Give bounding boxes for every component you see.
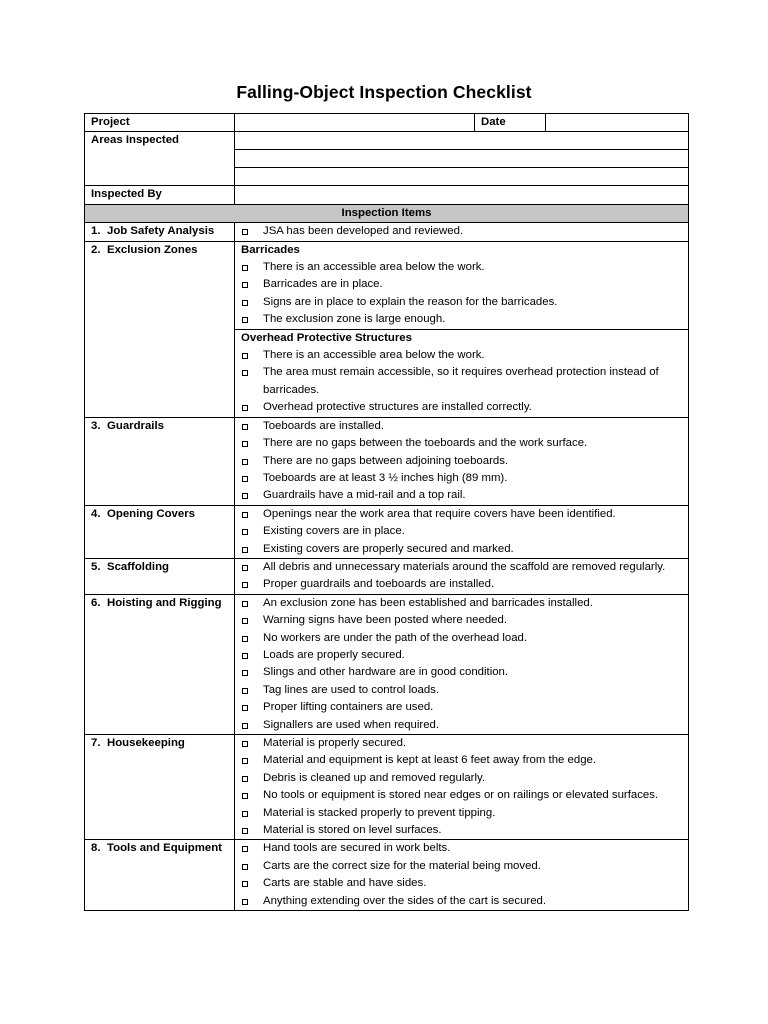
- checklist-item[interactable]: Material and equipment is kept at least 6 feet away from the edge.: [241, 752, 682, 769]
- section-row: [85, 558, 689, 594]
- checklist-item[interactable]: Carts are stable and have sides.: [241, 875, 682, 892]
- section-row: [85, 735, 689, 840]
- section-number: 3.: [91, 419, 101, 432]
- section-number: 2.: [91, 243, 101, 256]
- section-label: [85, 594, 235, 734]
- section-label: [85, 223, 235, 241]
- checklist-item[interactable]: Proper guardrails and toeboards are installed.: [241, 576, 682, 593]
- section-number: 1.: [91, 225, 101, 238]
- checklist-item[interactable]: Guardrails have a mid-rail and a top rail.: [241, 487, 682, 504]
- checklist-item[interactable]: No workers are under the path of the overhead load.: [241, 630, 682, 647]
- section-number: 6.: [91, 596, 101, 609]
- section-number: 5.: [91, 560, 101, 573]
- section-label: [85, 417, 235, 505]
- section-items: [235, 417, 689, 505]
- section-items: [235, 558, 689, 594]
- checklist-item[interactable]: Signs are in place to explain the reason for the barricades.: [241, 294, 682, 311]
- section-row: [85, 223, 689, 241]
- checklist-item[interactable]: Barricades are in place.: [241, 276, 682, 293]
- section-name: Job Safety Analysis: [107, 225, 215, 238]
- section-name: Hoisting and Rigging: [107, 596, 222, 609]
- section-label: [85, 505, 235, 558]
- checklist-item[interactable]: Toeboards are installed.: [241, 418, 682, 435]
- project-field[interactable]: [235, 114, 475, 132]
- section-items: [235, 241, 689, 329]
- checklist-item[interactable]: Tag lines are used to control loads.: [241, 682, 682, 699]
- section-row: [85, 417, 689, 505]
- section-number: 4.: [91, 507, 101, 520]
- checklist-items: [241, 418, 682, 505]
- date-label: Date: [475, 114, 546, 132]
- areas-field-1[interactable]: [235, 132, 689, 150]
- section-items: [235, 329, 689, 417]
- section-number: 7.: [91, 737, 101, 749]
- checklist-item[interactable]: There are no gaps between the toeboards and the work surface.: [241, 435, 682, 452]
- checklist-item[interactable]: Overhead protective structures are installed correctly.: [241, 399, 682, 416]
- section-row: [85, 505, 689, 558]
- checklist-item[interactable]: Material is stacked properly to prevent tipping.: [241, 805, 682, 822]
- inspected-by-field[interactable]: [235, 186, 689, 204]
- section-number: 8.: [91, 842, 101, 855]
- checklist-item[interactable]: Proper lifting containers are used.: [241, 699, 682, 716]
- section-label: [85, 735, 235, 840]
- checklist-items: [241, 347, 682, 417]
- section-name: Exclusion Zones: [107, 243, 198, 256]
- checklist-item[interactable]: Existing covers are properly secured and marked.: [241, 541, 682, 558]
- areas-field-2[interactable]: [235, 150, 689, 168]
- checklist-item[interactable]: Slings and other hardware are in good condition.: [241, 664, 682, 681]
- page-title: Falling-Object Inspection Checklist: [236, 82, 532, 102]
- checklist-item[interactable]: Toeboards are at least 3 ½ inches high (89 mm).: [241, 470, 682, 487]
- checklist-item[interactable]: Existing covers are in place.: [241, 523, 682, 540]
- checklist-items: [241, 840, 682, 910]
- checklist-items: [241, 735, 682, 839]
- checklist-item[interactable]: Hand tools are secured in work belts.: [241, 840, 682, 857]
- checklist-item[interactable]: Material is properly secured.: [241, 735, 682, 752]
- checklist-item[interactable]: Warning signs have been posted where needed.: [241, 612, 682, 629]
- checklist-item[interactable]: The area must remain accessible, so it requires overhead protection instead of barricades.: [241, 364, 682, 399]
- checklist-item[interactable]: JSA has been developed and reviewed.: [241, 223, 682, 240]
- inspection-items-heading: Inspection Items: [85, 204, 689, 222]
- group-subtitle: Barricades: [241, 243, 300, 256]
- section-name: Guardrails: [107, 419, 164, 432]
- checklist-items: [241, 506, 682, 558]
- checklist-item[interactable]: There is an accessible area below the work.: [241, 259, 682, 276]
- areas-row: [85, 132, 689, 150]
- checklist-item[interactable]: Anything extending over the sides of the cart is secured.: [241, 893, 682, 910]
- section-label: [85, 558, 235, 594]
- inspected-by-label: Inspected By: [85, 186, 235, 204]
- checklist-items: [241, 223, 682, 240]
- section-name: Scaffolding: [107, 560, 170, 573]
- checklist-item[interactable]: Carts are the correct size for the material being moved.: [241, 858, 682, 875]
- checklist-item[interactable]: Debris is cleaned up and removed regularly.: [241, 770, 682, 787]
- areas-field-3[interactable]: [235, 168, 689, 186]
- group-subtitle: Overhead Protective Structures: [241, 331, 412, 344]
- checklist-table: [84, 113, 689, 911]
- checklist-items: [241, 595, 682, 734]
- section-name: Opening Covers: [107, 507, 195, 520]
- checklist-item[interactable]: Openings near the work area that require covers have been identified.: [241, 506, 682, 523]
- section-items: [235, 505, 689, 558]
- checklist-item[interactable]: Signallers are used when required.: [241, 717, 682, 734]
- date-field[interactable]: [546, 114, 689, 132]
- section-row: [85, 840, 689, 911]
- checklist-items: [241, 559, 682, 594]
- checklist-item[interactable]: All debris and unnecessary materials around the scaffold are removed regularly.: [241, 559, 682, 576]
- section-items: [235, 735, 689, 840]
- section-label: [85, 840, 235, 911]
- section-name: Tools and Equipment: [107, 842, 222, 855]
- section-items: [235, 223, 689, 241]
- checklist-item[interactable]: The exclusion zone is large enough.: [241, 311, 682, 328]
- section-items: [235, 594, 689, 734]
- checklist-items: [241, 259, 682, 329]
- section-row: [85, 241, 689, 329]
- section-row: [85, 594, 689, 734]
- checklist-item[interactable]: An exclusion zone has been established and barricades installed.: [241, 595, 682, 612]
- section-items: [235, 840, 689, 911]
- inspection-items-header-row: [85, 204, 689, 222]
- areas-label: Areas Inspected: [85, 132, 235, 186]
- section-name: Housekeeping: [107, 737, 185, 749]
- project-row: [85, 114, 689, 132]
- section-label: [85, 241, 235, 417]
- checklist-item[interactable]: There is an accessible area below the work.: [241, 347, 682, 364]
- checklist-item[interactable]: There are no gaps between adjoining toeboards.: [241, 453, 682, 470]
- project-label: Project: [85, 114, 235, 132]
- checklist-item[interactable]: No tools or equipment is stored near edges or on railings or elevated surfaces.: [241, 787, 682, 804]
- checklist-item[interactable]: Material is stored on level surfaces.: [241, 822, 682, 839]
- inspected-by-row: [85, 186, 689, 204]
- checklist-item[interactable]: Loads are properly secured.: [241, 647, 682, 664]
